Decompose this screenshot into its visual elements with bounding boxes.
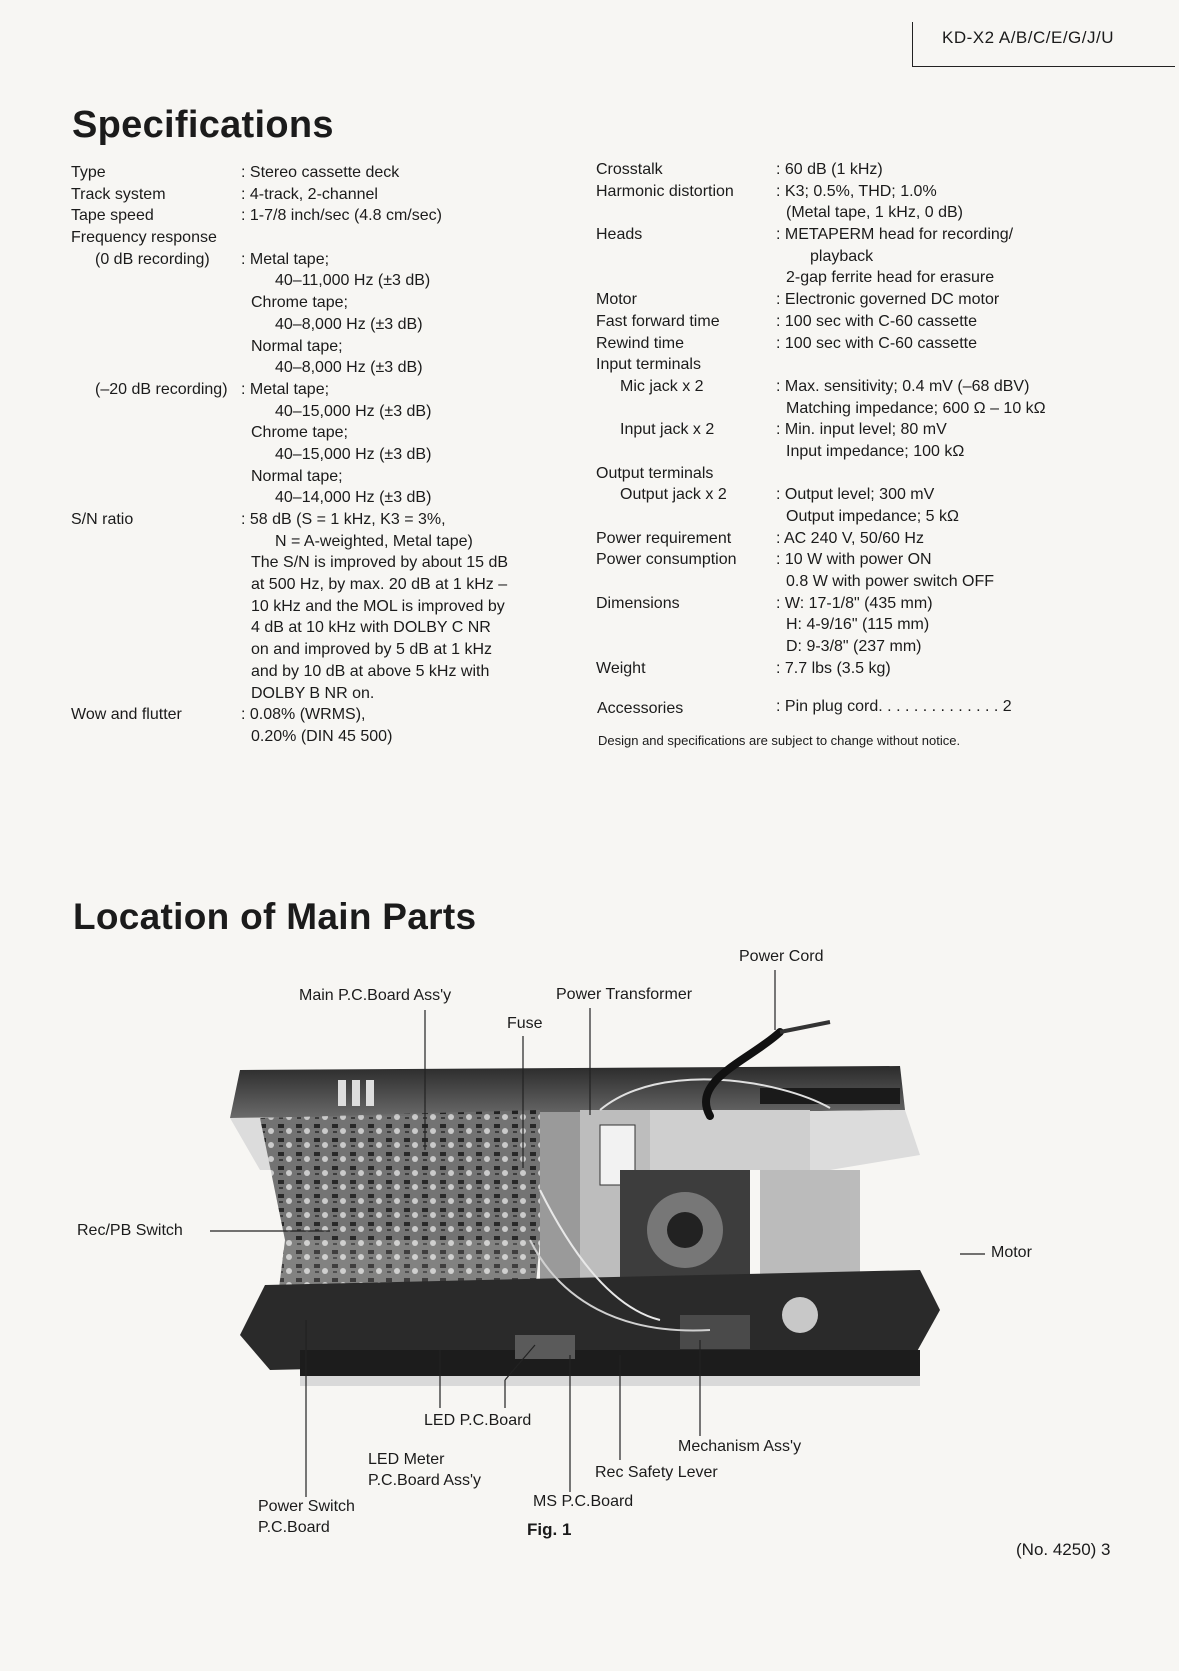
spec-label: Dimensions: [596, 594, 680, 612]
accessories-label: Accessories: [597, 700, 684, 717]
spec-value: Normal tape;: [251, 337, 343, 355]
spec-value: 10 kHz and the MOL is improved by: [251, 597, 505, 615]
spec-value: The S/N is improved by about 15 dB: [251, 554, 509, 572]
spec-label: Output jack x 2: [620, 486, 727, 504]
callout-power-transformer: Power Transformer: [556, 986, 693, 1003]
spec-value: 0.8 W with power switch OFF: [786, 573, 995, 591]
spec-value: on and improved by 5 dB at 1 kHz: [251, 641, 493, 659]
spec-value: : Output level; 300 mV: [776, 486, 935, 504]
spec-value: H: 4-9/16" (115 mm): [786, 616, 930, 634]
spec-value: DOLBY B NR on.: [251, 684, 375, 702]
spec-value: 2-gap ferrite head for erasure: [786, 269, 995, 287]
spec-label: Tape speed: [71, 207, 154, 225]
spec-value: playback: [810, 247, 874, 265]
spec-value: at 500 Hz, by max. 20 dB at 1 kHz –: [251, 576, 508, 594]
spec-value: : W: 17-1/8" (435 mm): [776, 594, 933, 612]
spec-label: Mic jack x 2: [620, 377, 704, 395]
spec-label: Heads: [596, 226, 643, 244]
callout-led-pc-board: LED P.C.Board: [424, 1412, 532, 1429]
spec-value: 40–15,000 Hz (±3 dB): [275, 445, 432, 463]
callout-ms-pc-board: MS P.C.Board: [533, 1493, 634, 1510]
spec-value: Matching impedance; 600 Ω – 10 kΩ: [786, 399, 1046, 417]
spec-label: Weight: [596, 659, 646, 677]
spec-value: 0.20% (DIN 45 500): [251, 727, 393, 745]
callout-main-pc-board: Main P.C.Board Ass'y: [299, 987, 452, 1004]
spec-value: : Metal tape;: [241, 250, 330, 268]
model-number: KD-X2 A/B/C/E/G/J/U: [942, 28, 1114, 47]
spec-value: 40–8,000 Hz (±3 dB): [275, 359, 423, 377]
spec-value: Normal tape;: [251, 467, 343, 485]
callout-motor: Motor: [991, 1244, 1032, 1261]
spec-value: N = A-weighted, Metal tape): [275, 532, 473, 550]
spec-value: : K3; 0.5%, THD; 1.0%: [776, 182, 937, 200]
callout-power-cord: Power Cord: [739, 948, 824, 965]
spec-label: Crosstalk: [596, 161, 663, 178]
spec-label: Input terminals: [596, 356, 701, 374]
spec-value: and by 10 dB at above 5 kHz with: [251, 662, 490, 680]
spec-label: Track system: [71, 185, 166, 203]
specifications-title: Specifications: [72, 104, 334, 146]
spec-value: 40–8,000 Hz (±3 dB): [275, 315, 423, 333]
location-title: Location of Main Parts: [73, 896, 477, 937]
spec-label: Output terminals: [596, 464, 714, 482]
spec-value: : 60 dB (1 kHz): [776, 161, 883, 178]
callout-fuse: Fuse: [507, 1015, 543, 1032]
spec-value: 40–15,000 Hz (±3 dB): [275, 402, 432, 420]
spec-value: Output impedance; 5 kΩ: [786, 508, 959, 525]
spec-label: S/N ratio: [71, 511, 134, 528]
callout-led-meter-line2: P.C.Board Ass'y: [368, 1472, 482, 1489]
spec-label: Fast forward time: [596, 312, 720, 330]
callout-rec-pb-switch: Rec/PB Switch: [77, 1222, 183, 1239]
spec-value: : 1-7/8 inch/sec (4.8 cm/sec): [241, 207, 442, 225]
spec-label: (0 dB recording): [95, 250, 210, 268]
spec-value: : Min. input level; 80 mV: [776, 421, 947, 439]
spec-value: : 4-track, 2-channel: [241, 185, 378, 203]
figure-caption: Fig. 1: [527, 1520, 572, 1539]
spec-value: : Max. sensitivity; 0.4 mV (–68 dBV): [776, 377, 1030, 395]
spec-notice: Design and specifications are subject to change without notice.: [598, 733, 961, 748]
spec-value: Chrome tape;: [251, 424, 348, 442]
spec-label: (–20 dB recording): [95, 380, 228, 398]
spec-value: : 100 sec with C-60 cassette: [776, 312, 977, 330]
spec-value: 40–14,000 Hz (±3 dB): [275, 489, 432, 507]
spec-value: : Metal tape;: [241, 380, 330, 398]
spec-label: Power requirement: [596, 529, 732, 547]
spec-value: (Metal tape, 1 kHz, 0 dB): [786, 204, 963, 222]
spec-label: Motor: [596, 291, 637, 309]
spec-label: Type: [71, 164, 106, 181]
spec-value: : Stereo cassette deck: [241, 164, 400, 181]
spec-value: Chrome tape;: [251, 294, 348, 312]
callout-power-switch-line2: P.C.Board: [258, 1519, 330, 1536]
accessories-value: : Pin plug cord. . . . . . . . . . . . . . 2: [776, 698, 1012, 715]
spec-value: 40–11,000 Hz (±3 dB): [275, 272, 431, 290]
spec-label: Rewind time: [596, 334, 685, 352]
page-number: (No. 4250) 3: [1016, 1540, 1111, 1559]
spec-value: : 7.7 lbs (3.5 kg): [776, 659, 891, 677]
spec-value: : 100 sec with C-60 cassette: [776, 334, 977, 352]
callout-rec-safety-lever: Rec Safety Lever: [595, 1464, 718, 1481]
callout-mechanism: Mechanism Ass'y: [678, 1438, 802, 1455]
spec-value: Input impedance; 100 kΩ: [786, 442, 965, 460]
spec-label: Power consumption: [596, 551, 737, 569]
spec-label: Harmonic distortion: [596, 182, 734, 200]
spec-value: : METAPERM head for recording/: [776, 226, 1014, 244]
callout-power-switch-line1: Power Switch: [258, 1498, 355, 1515]
spec-label: Frequency response: [71, 229, 217, 247]
spec-value: : 58 dB (S = 1 kHz, K3 = 3%,: [241, 511, 446, 528]
spec-value: : Electronic governed DC motor: [776, 291, 1000, 309]
spec-value: : 10 W with power ON: [776, 551, 932, 569]
spec-label: Input jack x 2: [620, 421, 715, 439]
spec-value: D: 9-3/8" (237 mm): [786, 638, 922, 656]
spec-value: : AC 240 V, 50/60 Hz: [776, 529, 924, 547]
spec-value: : 0.08% (WRMS),: [241, 706, 366, 724]
callout-led-meter-line1: LED Meter: [368, 1451, 445, 1468]
spec-label: Wow and flutter: [71, 706, 182, 724]
spec-value: 4 dB at 10 kHz with DOLBY C NR: [251, 619, 491, 637]
